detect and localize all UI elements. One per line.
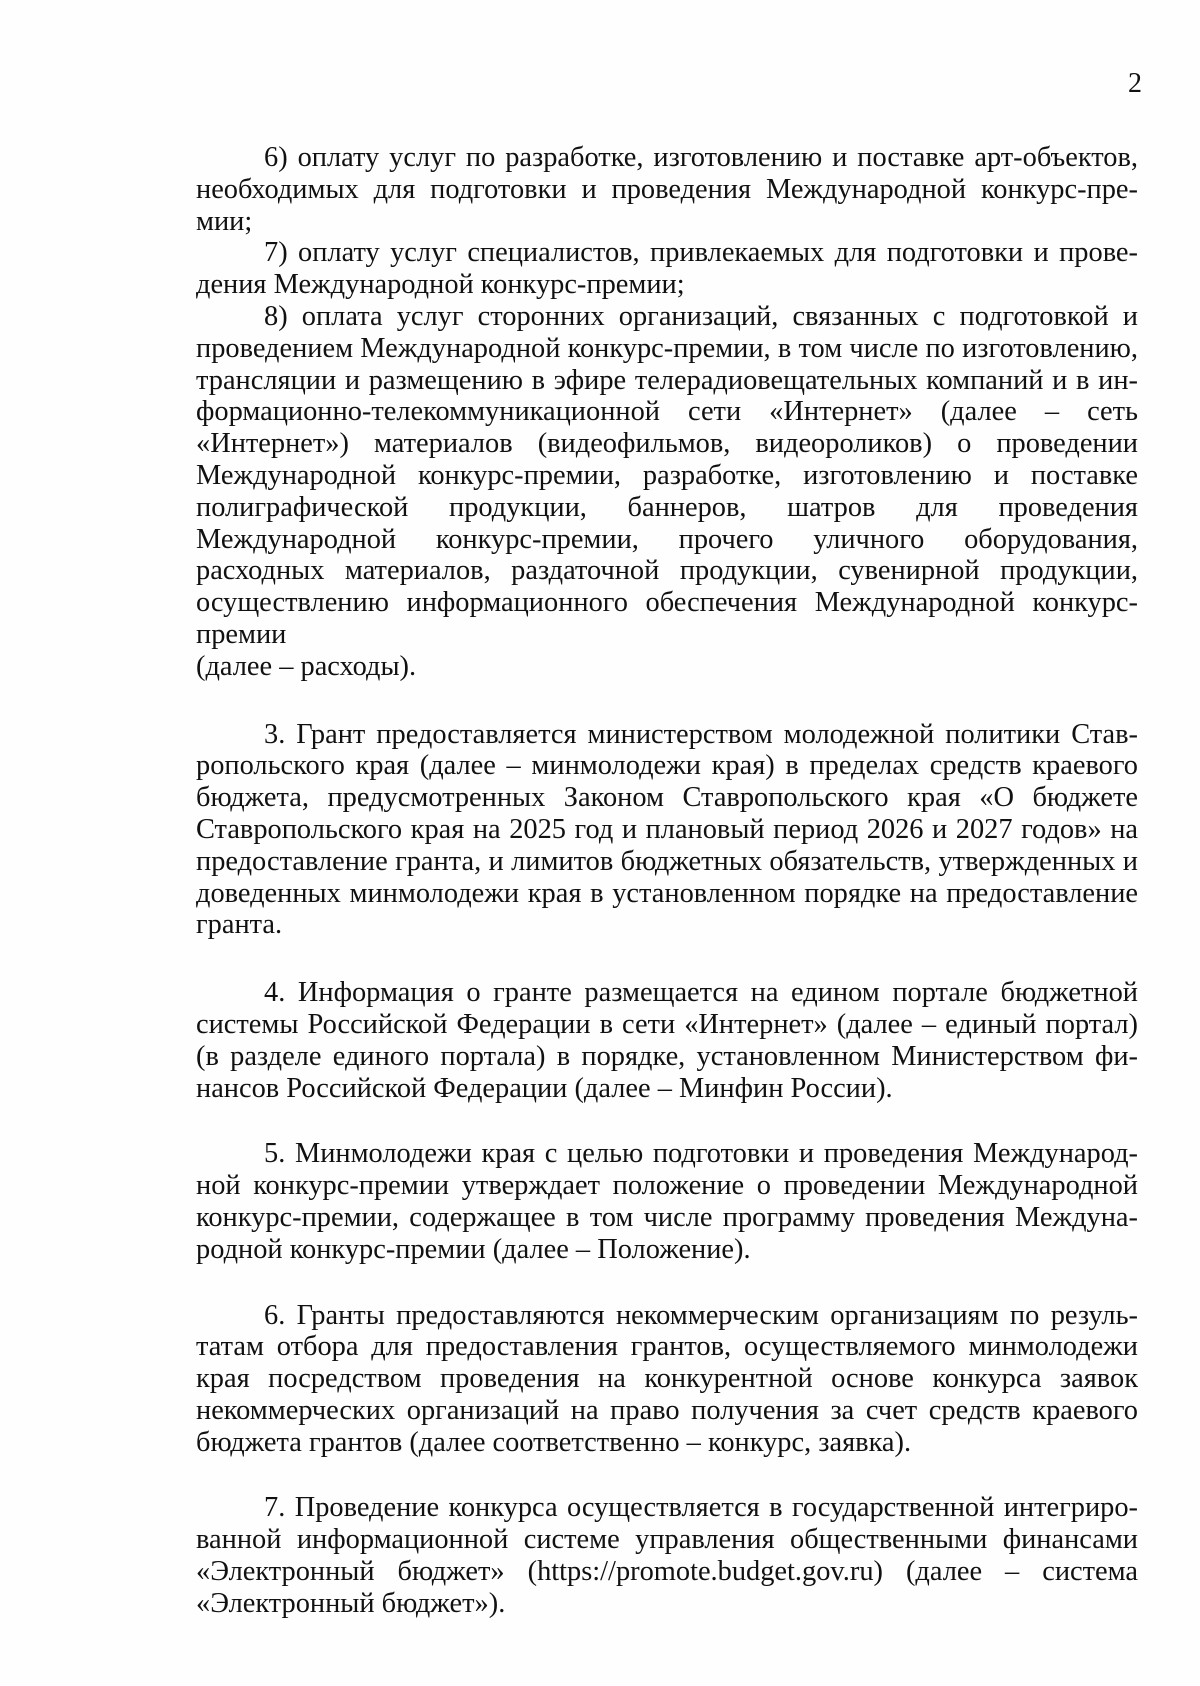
section-3: 3. Грант предоставляется министерством молодежной политики Ставропольского края (далее – минмолодежи края) в пределах средств краевого бюджета, предусмотренных Законом Ставропольского края «О бюджете Ставропольского края на 2025 год и плановый период 2026 и 2027 годов» на предоставление гранта, и лимитов бюджетных обязательств, утвержденных и доведенных минмолодежи края в установленном порядке на предоставление гранта. [196,718,1138,941]
list-item-7: 7) оплату услуг специалистов, привлекаемых для подготовки и проведения Международной конкурс-премии; [196,237,1138,301]
page-number: 2 [1128,68,1142,99]
list-item-8-tail: (далее – расходы). [196,650,417,682]
document-body [196,142,1138,1620]
section-4: 4. Информация о гранте размещается на едином портале бюджетной системы Российской Федерации в сети «Интернет» (далее – единый портал) (в разделе единого портала) в порядке, установленном Министерством финансов Российской Федерации (далее – Минфин России). [196,977,1138,1104]
list-item-8: 8) оплата услуг сторонних организаций, связанных с подготовкой и проведением Международной конкурс-премии, в том числе по изготовлению, трансляции и размещению в эфире телерадиовещательных компаний и в информационно-телекоммуникационной сети «Интернет» (далее – сеть «Интернет») материалов (видеофильмов, видеороликов) о проведении Международной конкурс-премии, разработке, изготовлению и поставке полиграфической продукции, баннеров, шатров для проведения Международной конкурс-премии, прочего уличного оборудования, расходных материалов, раздаточной продукции, сувенирной продукции, осуществлению информационного обеспечения Международной конкурс-премии [196,300,1138,650]
section-6: 6. Гранты предоставляются некоммерческим организациям по результатам отбора для предоставления грантов, осуществляемого минмолодежи края посредством проведения на конкурентной основе конкурса заявок некоммерческих организаций на право получения за счет средств краевого бюджета грантов (далее соответственно – конкурс, заявка). [196,1299,1138,1458]
section-7: 7. Проведение конкурса осуществляется в государственной интегрированной информационной системе управления общественными финансами «Электронный бюджет» (https://promote.budget.gov.ru) (далее – система «Электронный бюджет»). [196,1492,1138,1619]
list-item-6: 6) оплату услуг по разработке, изготовлению и поставке арт-объектов, необходимых для подготовки и проведения Международной конкурс-премии; [196,142,1138,237]
section-5: 5. Минмолодежи края с целью подготовки и проведения Международной конкурс-премии утверждает положение о проведении Международной конкурс-премии, содержащее в том числе программу проведения Международной конкурс-премии (далее – Положение). [196,1138,1138,1265]
